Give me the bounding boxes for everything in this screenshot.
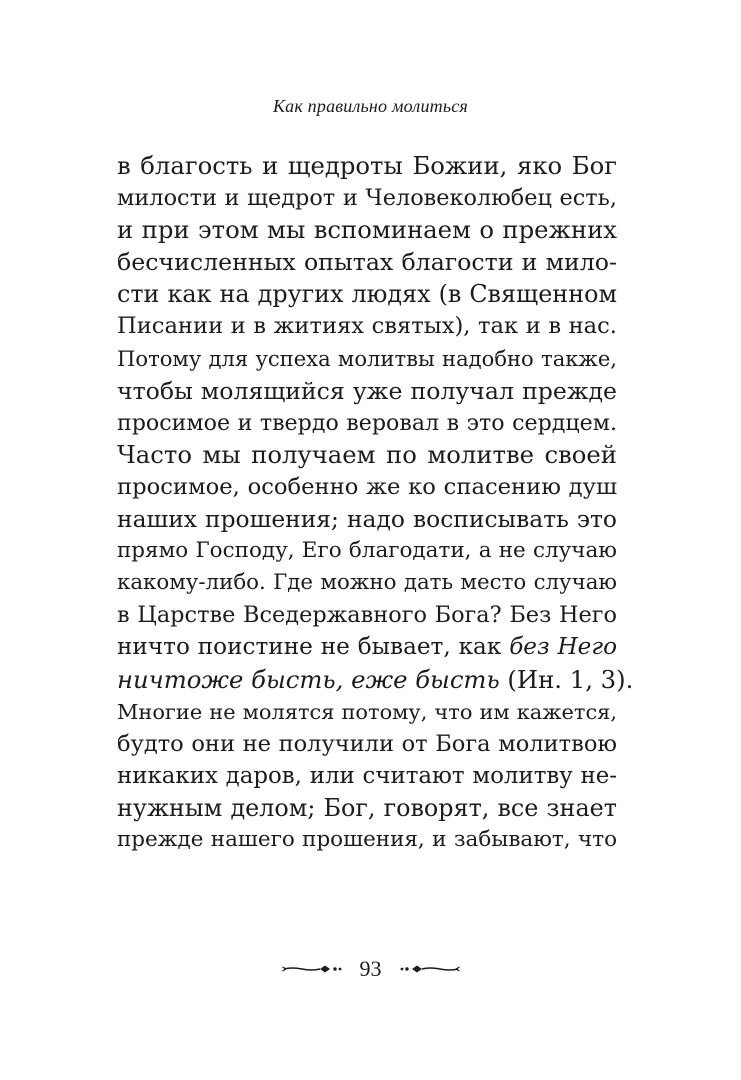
text-segment: (Ин. 1, 3). — [499, 664, 634, 694]
text-segment: в благость и щедроты Божии, яко Бог — [117, 151, 617, 180]
text-segment: никаких даров, или считают молитву не- — [117, 762, 617, 789]
text-segment: прежде нашего прошения, и забывают, что — [117, 826, 617, 852]
text-segment: сти как на других людях (в Священном — [117, 280, 617, 309]
text-line — [117, 503, 617, 535]
text-line — [117, 182, 617, 214]
text-line — [117, 439, 617, 471]
text-line — [117, 824, 617, 856]
text-segment: бесчисленных опытах благости и мило- — [117, 248, 617, 277]
text-line — [117, 696, 617, 728]
text-line — [117, 728, 617, 760]
text-segment: Потому для успеха молитвы надобно также, — [117, 345, 617, 371]
text-line — [117, 760, 617, 792]
page-number: 93 — [359, 956, 382, 981]
text-line — [117, 278, 617, 310]
text-segment: наших прошения; надо воcписывать это — [117, 505, 617, 534]
text-line — [117, 343, 617, 375]
text-segment: Часто мы получаем по молитве своей — [117, 439, 617, 469]
page-footer — [0, 954, 741, 984]
text-line — [117, 214, 617, 246]
text-line — [117, 471, 617, 503]
text-segment: будто они не получили от Бога молитвою — [117, 730, 617, 757]
text-segment: Многие не молятся потому, что им кажется, — [117, 699, 617, 724]
italic-quote: без Него — [509, 634, 617, 661]
text-line — [117, 664, 634, 696]
text-segment: милости и щедрот и Человеколюбец есть, — [117, 185, 617, 212]
running-head: Как правильно молиться — [273, 96, 468, 116]
text-segment: в Царстве Вседержавного Бога? Без Него — [117, 602, 617, 629]
text-line — [117, 407, 617, 439]
text-line — [117, 375, 617, 407]
text-line — [117, 150, 617, 182]
text-line — [117, 246, 617, 278]
text-line — [117, 631, 617, 663]
text-line — [117, 599, 617, 631]
text-segment: и при этом мы вспоминаем о прежних — [117, 215, 617, 245]
text-line — [117, 535, 617, 567]
text-line — [117, 567, 617, 599]
text-segment: чтобы молящийся уже получал прежде — [117, 376, 617, 405]
text-line — [117, 310, 617, 342]
text-segment: ничто поистине не бывает, как — [117, 634, 510, 661]
text-segment: Писании и в житиях святых), так и в нас. — [117, 313, 617, 340]
text-segment: просимое, особенно же ко спасению душ — [117, 473, 617, 500]
text-line — [117, 792, 617, 824]
body-text — [117, 150, 634, 856]
text-segment: какому-либо. Где можно дать место случаю — [117, 570, 617, 596]
text-segment: прямо Господу, Его благодати, а не случаю — [117, 538, 617, 564]
ornament-right-icon — [398, 962, 460, 976]
text-segment: просимое и твердо веровал в это сердцем. — [117, 409, 617, 436]
italic-quote: ничтоже бысть, еже бысть — [117, 664, 500, 694]
ornament-left-icon — [282, 962, 344, 976]
text-segment: нужным делом; Бог, говорят, все знает — [117, 793, 617, 822]
